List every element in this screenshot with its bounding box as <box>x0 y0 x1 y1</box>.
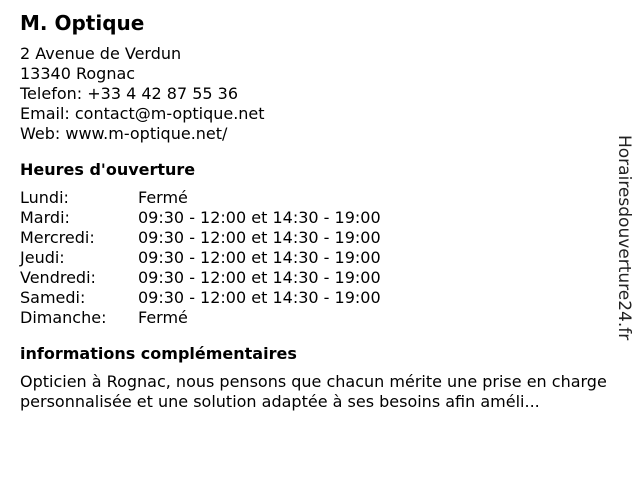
address-line-2: 13340 Rognac <box>20 64 136 83</box>
address-line-1: 2 Avenue de Verdun <box>20 44 182 63</box>
hours-row-sunday <box>20 308 616 328</box>
hours-row-monday <box>20 188 616 208</box>
hours-row-friday <box>20 268 616 288</box>
info-heading: informations complémentaires <box>20 344 297 363</box>
hours-value: 09:30 - 12:00 et 14:30 - 19:00 <box>138 268 381 287</box>
hours-row-saturday <box>20 288 616 308</box>
day-label: Vendredi: <box>20 268 96 287</box>
opening-hours-table <box>20 188 616 328</box>
email-text: Email: contact@m-optique.net <box>20 104 265 123</box>
hours-row-thursday <box>20 248 616 268</box>
phone-text: Telefon: +33 4 42 87 55 36 <box>20 84 239 103</box>
hours-value: Fermé <box>138 308 188 327</box>
business-name: M. Optique <box>20 11 145 35</box>
day-label: Samedi: <box>20 288 86 307</box>
day-label: Lundi: <box>20 188 69 207</box>
day-label: Mardi: <box>20 208 70 227</box>
watermark-text: Horairesdouverture24.fr <box>614 135 634 341</box>
hours-row-wednesday <box>20 228 616 248</box>
hours-value: 09:30 - 12:00 et 14:30 - 19:00 <box>138 288 381 307</box>
day-label: Jeudi: <box>20 248 65 267</box>
hours-row-tuesday <box>20 208 616 228</box>
info-description: Opticien à Rognac, nous pensons que chacun mérite une prise en charge personnalisée et une solution adaptée à ses besoins afin améli... <box>20 372 607 411</box>
hours-value: 09:30 - 12:00 et 14:30 - 19:00 <box>138 228 381 247</box>
hours-value: 09:30 - 12:00 et 14:30 - 19:00 <box>138 208 381 227</box>
hours-value: Fermé <box>138 188 188 207</box>
business-card <box>20 10 616 412</box>
day-label: Mercredi: <box>20 228 95 247</box>
website-text: Web: www.m-optique.net/ <box>20 124 228 143</box>
hours-value: 09:30 - 12:00 et 14:30 - 19:00 <box>138 248 381 267</box>
opening-hours-heading: Heures d'ouverture <box>20 160 196 179</box>
day-label: Dimanche: <box>20 308 107 327</box>
